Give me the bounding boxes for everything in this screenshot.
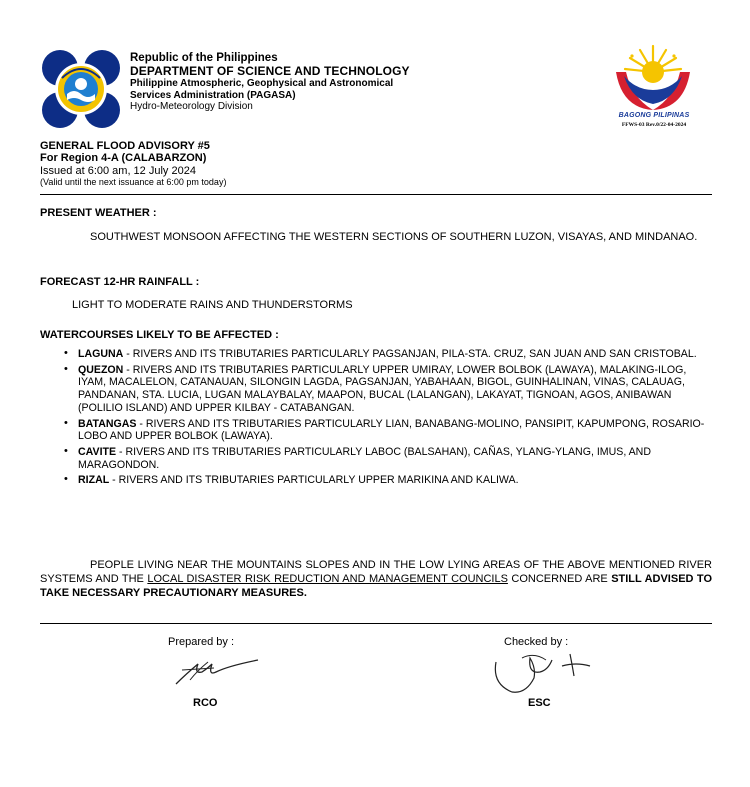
form-number: FFWS-03 Rev.0/22-04-2024: [621, 122, 687, 128]
republic-line: Republic of the Philippines: [130, 52, 278, 64]
checked-by-label: Checked by :: [504, 636, 569, 648]
closing-paragraph: [40, 559, 712, 600]
closing-bold: STILL ADVISED TO TAKE NECESSARY PRECAUTIONARY MEASURES.: [40, 572, 713, 599]
bottom-divider: [40, 623, 712, 624]
advisory-title: GENERAL FLOOD ADVISORY #5: [40, 140, 210, 152]
present-weather-text: SOUTHWEST MONSOON AFFECTING THE WESTERN SECTIONS OF SOUTHERN LUZON, VISAYAS, AND MINDANAO.: [90, 231, 698, 243]
dost-pagasa-logo: [40, 48, 122, 130]
list-item: [64, 418, 712, 443]
prepared-initials: RCO: [193, 697, 218, 709]
province-name: QUEZON: [78, 363, 124, 376]
watercourses-heading: WATERCOURSES LIKELY TO BE AFFECTED :: [40, 329, 279, 341]
list-item: [64, 348, 712, 361]
advisory-validity: (Valid until the next issuance at 6:00 pm today): [40, 176, 227, 187]
closing-part-1: PEOPLE LIVING NEAR THE MOUNTAINS SLOPES AND IN THE LOW LYING AREAS OF THE ABOVE MENTIONED RIVER SYSTEMS AND THE: [40, 559, 712, 585]
bagong-pilipinas-text: BAGONG PILIPINAS: [618, 112, 690, 119]
department-line: DEPARTMENT OF SCIENCE AND TECHNOLOGY: [130, 63, 410, 78]
agency-line-2: Services Administration (PAGASA): [130, 89, 296, 101]
province-name: LAGUNA: [78, 348, 124, 360]
agency-line-1: Philippine Atmospheric, Geophysical and Astronomical: [130, 78, 394, 90]
list-item: [64, 474, 712, 487]
forecast-heading: FORECAST 12-HR RAINFALL :: [40, 276, 200, 288]
prepared-signature: [168, 650, 263, 690]
bagong-pilipinas-logo: [612, 42, 694, 114]
advisory-title-block: [40, 140, 226, 187]
province-rivers: - RIVERS AND ITS TRIBUTARIES PARTICULARLY UPPER MARIKINA AND KALIWA.: [109, 474, 519, 487]
province-rivers: - RIVERS AND ITS TRIBUTARIES PARTICULARLY PAGSANJAN, PILA-STA. CRUZ, SAN JUAN AND SAN CRISTOBAL.: [123, 348, 697, 360]
checked-signature: [490, 648, 600, 698]
top-divider: [40, 194, 712, 195]
advisory-issued: Issued at 6:00 am, 12 July 2024: [40, 164, 196, 177]
province-name: BATANGAS: [78, 417, 137, 430]
list-item: [64, 364, 712, 415]
watercourse-list: [64, 348, 712, 490]
advisory-region: For Region 4-A (CALABARZON): [40, 152, 207, 165]
bullet-icon: •: [64, 347, 68, 359]
agency-block: [130, 52, 410, 112]
prepared-by-label: Prepared by :: [168, 636, 235, 648]
bullet-icon: •: [64, 473, 68, 486]
forecast-text: LIGHT TO MODERATE RAINS AND THUNDERSTORMS: [72, 299, 353, 311]
province-rivers: - RIVERS AND ITS TRIBUTARIES PARTICULARLY UPPER UMIRAY, LOWER BOLBOK (LAWAYA), MALAKING-ILOG, IYAM, MACALELON, CATANAUAN, SILONGIN LAGDA, PAGSANJAN, YABAHAAN, BIGOL, GUINHALINAN, VINAS, CALAUAG, PANDANAN, STA. LUCIA, LUGAN MALAYBALAY, MAAPON, BUCAL (LALANGAN), LAKAYAT, TIGNOAN, AGOS, ANIBAWAN (POLILIO ISLAND) AND UPPER KILBAY - CATABANGAN.: [78, 363, 687, 414]
bullet-icon: •: [64, 416, 68, 429]
list-item: [64, 446, 712, 471]
bullet-icon: •: [64, 444, 68, 457]
division-line: Hydro-Meteorology Division: [130, 100, 253, 112]
bullet-icon: •: [64, 362, 68, 375]
province-rivers: - RIVERS AND ITS TRIBUTARIES PARTICULARLY LIAN, BANABANG-MOLINO, PANSIPIT, KAPUMPONG, ROSARIO-LOBO AND UPPER BOLBOK (LAWAYA).: [78, 417, 705, 443]
closing-part-2: CONCERNED ARE: [507, 572, 612, 585]
province-rivers: - RIVERS AND ITS TRIBUTARIES PARTICULARLY LABOC (BALSAHAN), CAÑAS, YLANG-YLANG, IMUS, AND MARAGONDON.: [78, 445, 651, 471]
province-name: CAVITE: [78, 445, 117, 458]
checked-initials: ESC: [528, 697, 551, 709]
present-weather-heading: PRESENT WEATHER :: [40, 207, 157, 219]
closing-underlined: LOCAL DISASTER RISK REDUCTION AND MANAGEMENT COUNCILS: [147, 572, 508, 585]
province-name: RIZAL: [78, 474, 110, 487]
